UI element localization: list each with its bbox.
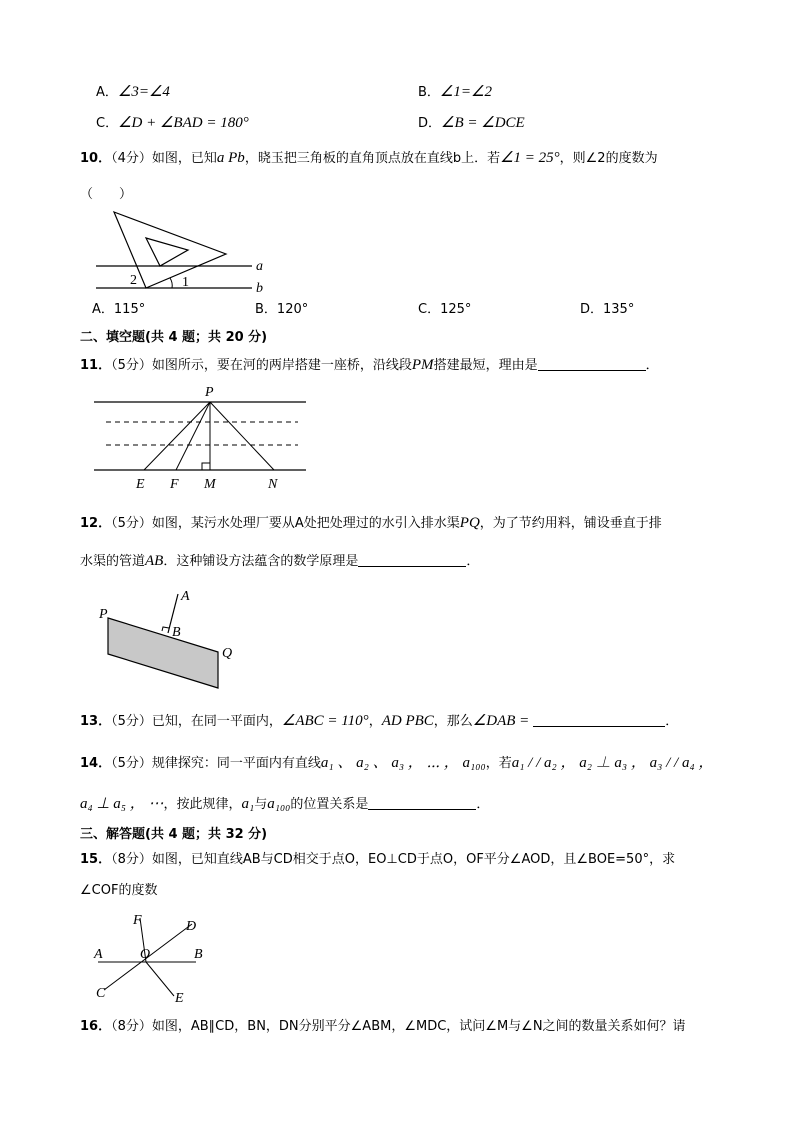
label-B: B — [172, 625, 181, 640]
q15-stem-line1: 15．（8分）如图，已知直线AB与CD相交于点O，EO⊥CD于点O，OF平分∠AOD，且∠BOE=50°，求 — [80, 852, 676, 867]
q11-stem: 11．（5分）如图所示，要在河的两岸搭建一座桥，沿线段PM搭建最短，理由是 ． — [80, 357, 659, 373]
label-2: 2 — [130, 273, 137, 288]
label-P: P — [99, 607, 108, 622]
q10-option-b: B．120° — [255, 302, 309, 317]
q9-option-c: C．∠D + ∠BAD = 180° — [96, 115, 249, 131]
q14-stem-line1: 14．（5分）规律探究：同一平面内有直线a₁ 、 a₂ 、 a₃ ， ⋯ ， a₁₀₀，若a₁ / / a₂ ， a₂ ⊥ a₃ ， a₃ / / a₄ ， — [80, 755, 714, 771]
label-O: O — [140, 947, 151, 962]
label-C: C — [96, 986, 106, 1001]
q15-lines-figure — [90, 910, 210, 1006]
ray-OE — [146, 962, 174, 996]
q12-stem-line1: 12．（5分）如图，某污水处理厂要从A处把处理过的水引入排水渠PQ，为了节约用料，铺设垂直于排 — [80, 515, 662, 531]
right-angle-mark — [202, 463, 210, 470]
q9-option-b: B．∠1=∠2 — [418, 84, 492, 100]
label-F: F — [170, 477, 179, 492]
q10-option-a: A．115° — [92, 302, 146, 317]
q9-option-a: A．∠3=∠4 — [96, 84, 170, 100]
q13-answer-blank — [533, 713, 665, 727]
label-1: 1 — [182, 275, 189, 290]
segment-PN — [210, 402, 274, 470]
label-P: P — [205, 385, 214, 400]
q12-stem-line2: 水渠的管道AB．这种铺设方法蕴含的数学原理是 ． — [80, 553, 480, 569]
segment-PF — [176, 402, 210, 470]
label-D: D — [186, 919, 197, 934]
q10-option-c: C．125° — [418, 302, 472, 317]
label-F: F — [133, 913, 142, 928]
label-N: N — [268, 477, 278, 492]
q9-option-d: D．∠B = ∠DCE — [418, 115, 525, 131]
q10-stem: 10．（4分）如图，已知a Pb，晓玉把三角板的直角顶点放在直线b上．若∠1 = 25°，则∠2的度数为 — [80, 150, 658, 166]
q10-figure — [90, 208, 280, 298]
triangle-ruler-inner — [146, 238, 188, 266]
label-B: B — [194, 947, 203, 962]
q13-stem: 13．（5分）已知，在同一平面内，∠ABC = 110°，AD PBC，那么∠DAB = ． — [80, 713, 679, 729]
label-A: A — [181, 589, 190, 604]
q14-stem-line2: a₄ ⊥ a₅ ， ⋯，按此规律，a₁与a₁₀₀的位置关系是 ． — [80, 796, 490, 812]
label-b: b — [256, 281, 263, 296]
label-a: a — [256, 259, 263, 274]
section-title-answer: 三、解答题(共 4 题；共 32 分) — [80, 827, 268, 842]
label-M: M — [204, 477, 216, 492]
q12-answer-blank — [358, 553, 466, 567]
right-angle-mark — [162, 627, 169, 631]
label-Q: Q — [222, 646, 233, 661]
label-E: E — [136, 477, 145, 492]
label-E: E — [175, 991, 184, 1006]
q12-channel-figure — [96, 588, 246, 692]
q10-option-d: D．135° — [580, 302, 635, 317]
q16-stem: 16．（8分）如图，AB∥CD，BN，DN分别平分∠ABM，∠MDC，试问∠M与∠N之间的数量关系如何？请 — [80, 1019, 686, 1034]
q11-river-figure — [90, 380, 312, 492]
q15-stem-line2: ∠COF的度数 — [80, 883, 158, 898]
segment-PE — [144, 402, 210, 470]
section-title-fill-in: 二、填空题(共 4 题；共 20 分) — [80, 330, 268, 345]
label-A: A — [94, 947, 103, 962]
q14-answer-blank — [368, 796, 476, 810]
q11-answer-blank — [538, 357, 646, 371]
q10-answer-paren: （ ） — [80, 187, 133, 202]
angle-1-arc — [170, 278, 172, 288]
